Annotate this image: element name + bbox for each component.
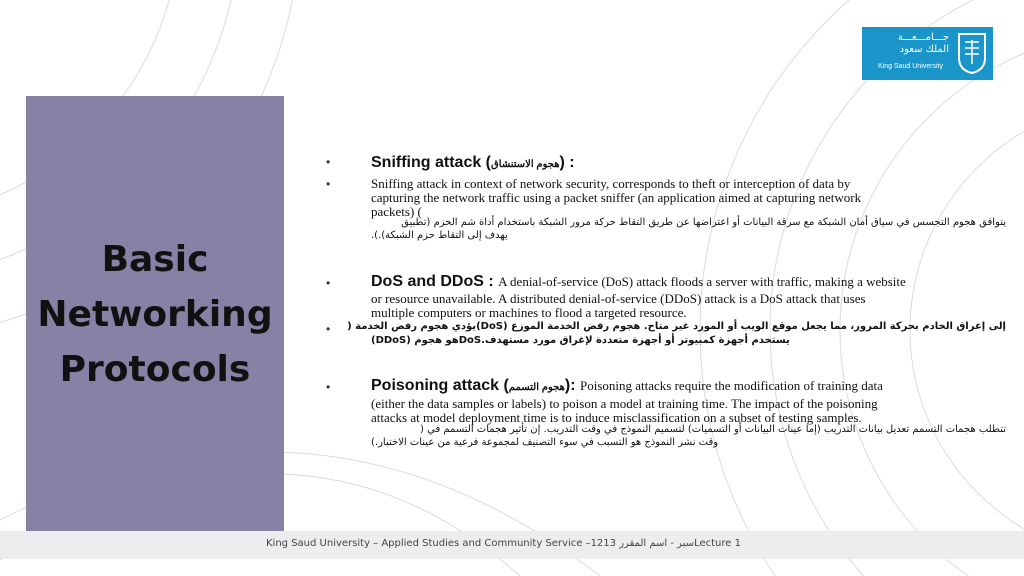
slide-title-line3: Protocols [59, 349, 251, 390]
poisoning-text-line2: (either the data samples or labels) to poison a model at training time. The impact of the poisoning [371, 396, 878, 411]
dos-text-line2: or resource unavailable. A distributed denial-of-service (DDoS) attack is a DoS attack that uses [371, 291, 866, 306]
sniffing-heading-end: ) : [559, 154, 575, 171]
sniffing-heading [371, 154, 575, 172]
poisoning-heading-line [371, 377, 883, 395]
poisoning-heading-ar: هجوم التسمم [508, 382, 565, 393]
title-sidebar [26, 96, 284, 532]
logo-english: King Saud University [878, 63, 943, 70]
bullet: • [326, 380, 331, 394]
dos-arabic-line1: إلى إغراق الخادم بحركة المرور، مما يجعل موقع الويب أو المورد غير متاح. هجوم رفض الخدمة الموزع (DoS)يؤدي هجوم رفض الخدمة ( [347, 321, 1006, 332]
sniffing-heading-ar: هجوم الاستنشاق [491, 159, 560, 170]
dos-arabic-line2: يستخدم أجهزة كمبيوتر أو أجهزة متعددة لإغراق مورد مستهدف.DoSهو هجوم (DDoS) [371, 335, 790, 346]
logo-arabic-line1: جـــامـــعـــة [897, 32, 949, 43]
poisoning-arabic-line1: تتطلب هجمات التسمم تعديل بيانات التدريب (إما عينات البيانات أو التسميات) لتسميم النموذج في وقت التدريب. إن تأثير هجمات التسمم في ( [420, 424, 1006, 435]
poisoning-heading-en: Poisoning attack ( [371, 377, 509, 394]
bullet: • [326, 322, 331, 336]
sniffing-arabic-line2: يهدف إلى التقاط حزم الشبكة).). [371, 230, 508, 241]
bullet: • [326, 177, 331, 191]
dos-heading: DoS and DDoS : [371, 273, 494, 290]
sniffing-arabic-line1: يتوافق هجوم التجسس في سياق أمان الشبكة مع سرقة البيانات أو اعتراضها عن طريق التقاط حركة مرور الشبكة باستخدام أداة شم الحزم (تطبيق [401, 217, 1006, 228]
poisoning-arabic-line2: وقت نشر النموذج هو التسبب في سوء التصنيف لمجموعة فرعية من عينات الاختبار.) [371, 437, 719, 448]
bullet: • [326, 155, 331, 169]
footer-text: King Saud University – Applied Studies and Community Service –1213 سبر - اسم المقررLecture 1 [266, 538, 741, 549]
sniffing-text-line1: Sniffing attack in context of network security, corresponds to theft or interception of data by [371, 176, 851, 191]
poisoning-text-line1: Poisoning attacks require the modification of training data [579, 378, 883, 393]
slide-title-line2: Networking [37, 294, 273, 335]
dos-text-line1: A denial-of-service (DoS) attack floods a server with traffic, making a website [498, 274, 906, 289]
sniffing-text-line3: packets) ( [371, 204, 422, 219]
slide-title-line1: Basic [101, 239, 209, 280]
bullet: • [326, 276, 331, 290]
dos-text-line3: multiple computers or machines to flood a targeted resource. [371, 305, 687, 320]
slide-content [318, 0, 1018, 520]
poisoning-text-line3: attacks at model deployment time is to induce misclassification on a subset of testing samples. [371, 410, 862, 425]
slide-title [26, 232, 284, 397]
dos-heading-line [371, 273, 906, 291]
footer-bar [0, 531, 1024, 559]
sniffing-heading-en: Sniffing attack ( [371, 154, 492, 171]
sniffing-text-line2: capturing the network traffic using a packet sniffer (an application aimed at capturing network [371, 190, 862, 205]
logo-arabic-line2: الملك سعود [899, 44, 949, 55]
poisoning-heading-end: ): [564, 377, 576, 394]
